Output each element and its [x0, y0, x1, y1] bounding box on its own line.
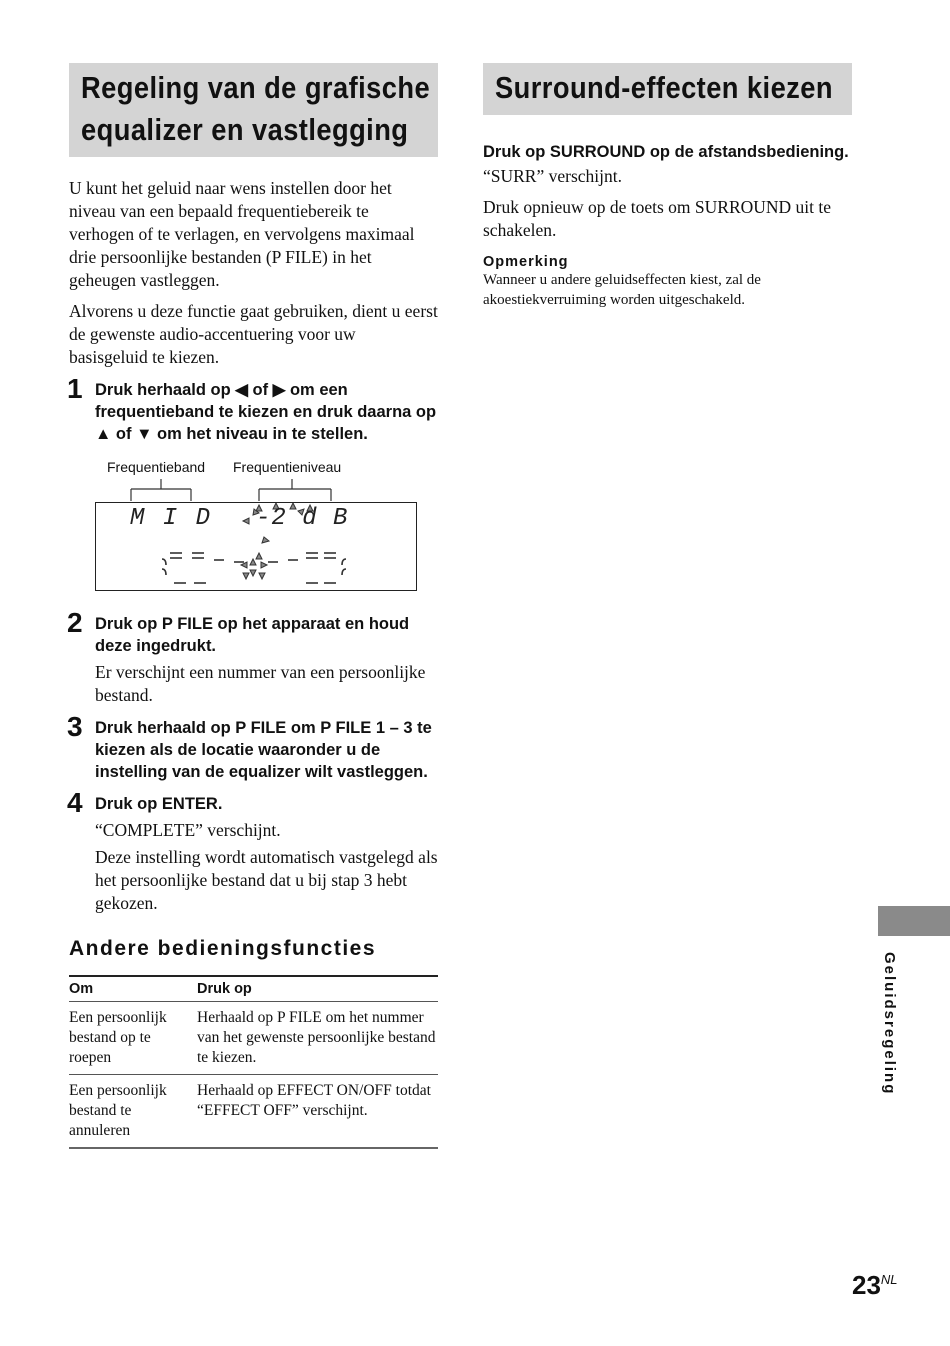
- title-line-1: Regeling van de grafische: [81, 70, 431, 105]
- page-number-suffix: NL: [880, 1272, 898, 1287]
- surround-instruction: Druk op SURROUND op de afstandsbediening.: [483, 143, 849, 161]
- label-frequency-band: Frequentieband: [107, 459, 206, 475]
- right-column: [483, 63, 852, 310]
- lcd-band-text: M I D: [130, 505, 213, 532]
- step-body: Er verschijnt een nummer van een persoonlijke bestand.: [95, 662, 426, 705]
- section-title-surround: [483, 63, 852, 115]
- step-heading: Druk herhaald op P FILE om P FILE 1 – 3 te kiezen als de locatie waaronder u de instelling van de equalizer wilt vastleggen.: [95, 719, 432, 781]
- surround-body-1: “SURR” verschijnt.: [483, 166, 623, 186]
- left-column: [69, 63, 438, 1149]
- title-line-2: equalizer en vastlegging: [81, 112, 409, 147]
- surround-body-2: Druk opnieuw op de toets om SURROUND uit te schakelen.: [483, 197, 832, 240]
- step-number: 1: [67, 373, 83, 404]
- chapter-label-text: Geluidsregeling: [881, 952, 898, 1096]
- chapter-label: [878, 952, 908, 1112]
- table-cell: Herhaald op P FILE om het nummer van het gewenste persoonlijke bestand te kiezen.: [197, 1002, 438, 1075]
- chapter-tab: [878, 906, 950, 936]
- note-heading: Opmerking: [483, 254, 569, 270]
- title-surround: Surround-effecten kiezen: [495, 70, 833, 105]
- table-cell: Een persoonlijk bestand op te roepen: [69, 1002, 197, 1075]
- step-body: “COMPLETE” verschijnt.: [95, 820, 281, 840]
- operations-table: [69, 975, 438, 1149]
- table-header-druk-op: Druk op: [197, 976, 438, 1002]
- intro-paragraph-2: Alvorens u deze functie gaat gebruiken, dient u eerst de gewenste audio-accentuering voor uw basisgeluid te kiezen.: [69, 301, 438, 367]
- step-number: 4: [67, 787, 83, 818]
- table-cell: Herhaald op EFFECT ON/OFF totdat “EFFECT OFF” verschijnt.: [197, 1075, 438, 1149]
- step-heading: Druk herhaald op ◀ of ▶ om een frequentieband te kiezen en druk daarna op ▲ of ▼ om het niveau in te stellen.: [95, 381, 437, 443]
- page-number-value: 23: [852, 1270, 881, 1300]
- subheading-other-functions: Andere bedieningsfuncties: [69, 937, 377, 960]
- step-number: 3: [67, 711, 83, 742]
- lcd-display: [95, 502, 417, 591]
- label-frequency-level: Frequentieniveau: [233, 459, 342, 475]
- step-4: [67, 787, 438, 915]
- step-heading: Druk op P FILE op het apparaat en houd deze ingedrukt.: [95, 615, 410, 655]
- step-heading: Druk op ENTER.: [95, 795, 223, 813]
- lcd-diagram: [95, 459, 438, 595]
- page-number: [852, 1270, 898, 1301]
- table-row: [69, 1075, 438, 1149]
- step-3: [67, 711, 438, 783]
- step-number: 2: [67, 607, 83, 638]
- note-text: Wanneer u andere geluidseffecten kiest, zal de akoestiekverruiming worden uitgeschakeld.: [483, 272, 761, 308]
- step-2: [67, 607, 438, 707]
- step-1: [67, 373, 438, 445]
- table-cell: Een persoonlijk bestand te annuleren: [69, 1075, 197, 1149]
- intro-paragraph-1: U kunt het geluid naar wens instellen door het niveau van een bepaald frequentiebereik te verhogen of te verlagen, en vervolgens maximaal drie persoonlijke bestanden (P FILE) in het geheugen vastleggen.: [69, 178, 415, 290]
- step-body: Deze instelling wordt automatisch vastgelegd als het persoonlijke bestand dat u bij stap 3 hebt gekozen.: [95, 847, 438, 913]
- section-title-equalizer: [69, 63, 438, 157]
- table-row: [69, 1002, 438, 1075]
- lcd-level-text: -2 d B: [256, 505, 349, 532]
- table-header-om: Om: [69, 976, 197, 1002]
